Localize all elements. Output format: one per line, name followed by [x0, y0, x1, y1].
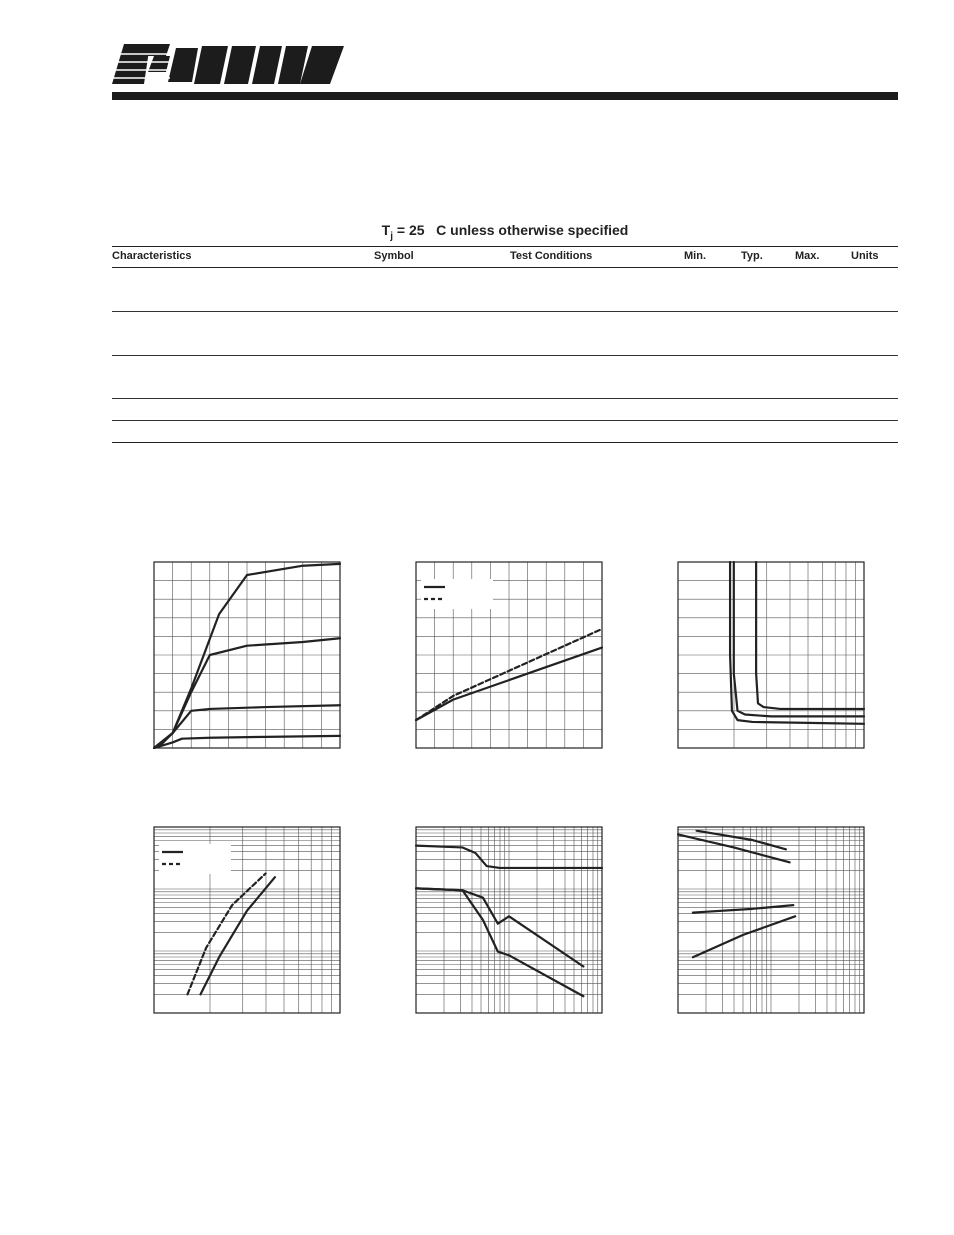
col-typ: Typ. — [741, 250, 763, 262]
chart-6-grid — [678, 827, 864, 1013]
chart-3 — [677, 561, 865, 749]
chart-3-plot — [677, 561, 865, 749]
spec-title-rest: = 25 C unless otherwise specified — [392, 222, 629, 238]
chart-4 — [153, 826, 341, 1014]
col-test-conditions: Test Conditions — [510, 250, 593, 262]
col-units: Units — [851, 250, 879, 262]
col-min: Min. — [684, 250, 706, 262]
legend-box — [159, 844, 231, 874]
spec-title-prefix: T — [381, 222, 391, 238]
chart-5-plot — [415, 826, 603, 1014]
series-line-2 — [734, 562, 864, 716]
chart-1-plot — [153, 561, 341, 749]
spec-table-title — [112, 222, 898, 242]
table-row — [112, 399, 898, 421]
spec-table — [112, 246, 898, 443]
chart-3-grid — [678, 562, 864, 748]
chart-6-plot — [677, 826, 865, 1014]
series-line-3 — [756, 562, 864, 709]
table-row — [112, 421, 898, 443]
legend-box — [421, 579, 493, 609]
table-row — [112, 312, 898, 356]
spec-title-subscript: j — [390, 230, 393, 242]
col-symbol: Symbol — [374, 250, 414, 262]
header-rule — [112, 92, 898, 100]
chart-5 — [415, 826, 603, 1014]
powerex-logo — [110, 42, 350, 93]
chart-5-grid — [416, 827, 602, 1013]
spec-table-header — [112, 246, 898, 268]
chart-1-grid — [154, 562, 340, 748]
series-line-1 — [697, 831, 786, 850]
col-characteristics: Characteristics — [112, 250, 192, 262]
table-row — [112, 268, 898, 312]
chart-2 — [415, 561, 603, 749]
chart-6 — [677, 826, 865, 1014]
powerex-logo-graphic — [110, 42, 350, 88]
series-line-1 — [730, 562, 864, 724]
table-row — [112, 356, 898, 399]
chart-1 — [153, 561, 341, 749]
col-max: Max. — [795, 250, 820, 262]
chart-4-plot — [153, 826, 341, 1014]
chart-2-plot — [415, 561, 603, 749]
